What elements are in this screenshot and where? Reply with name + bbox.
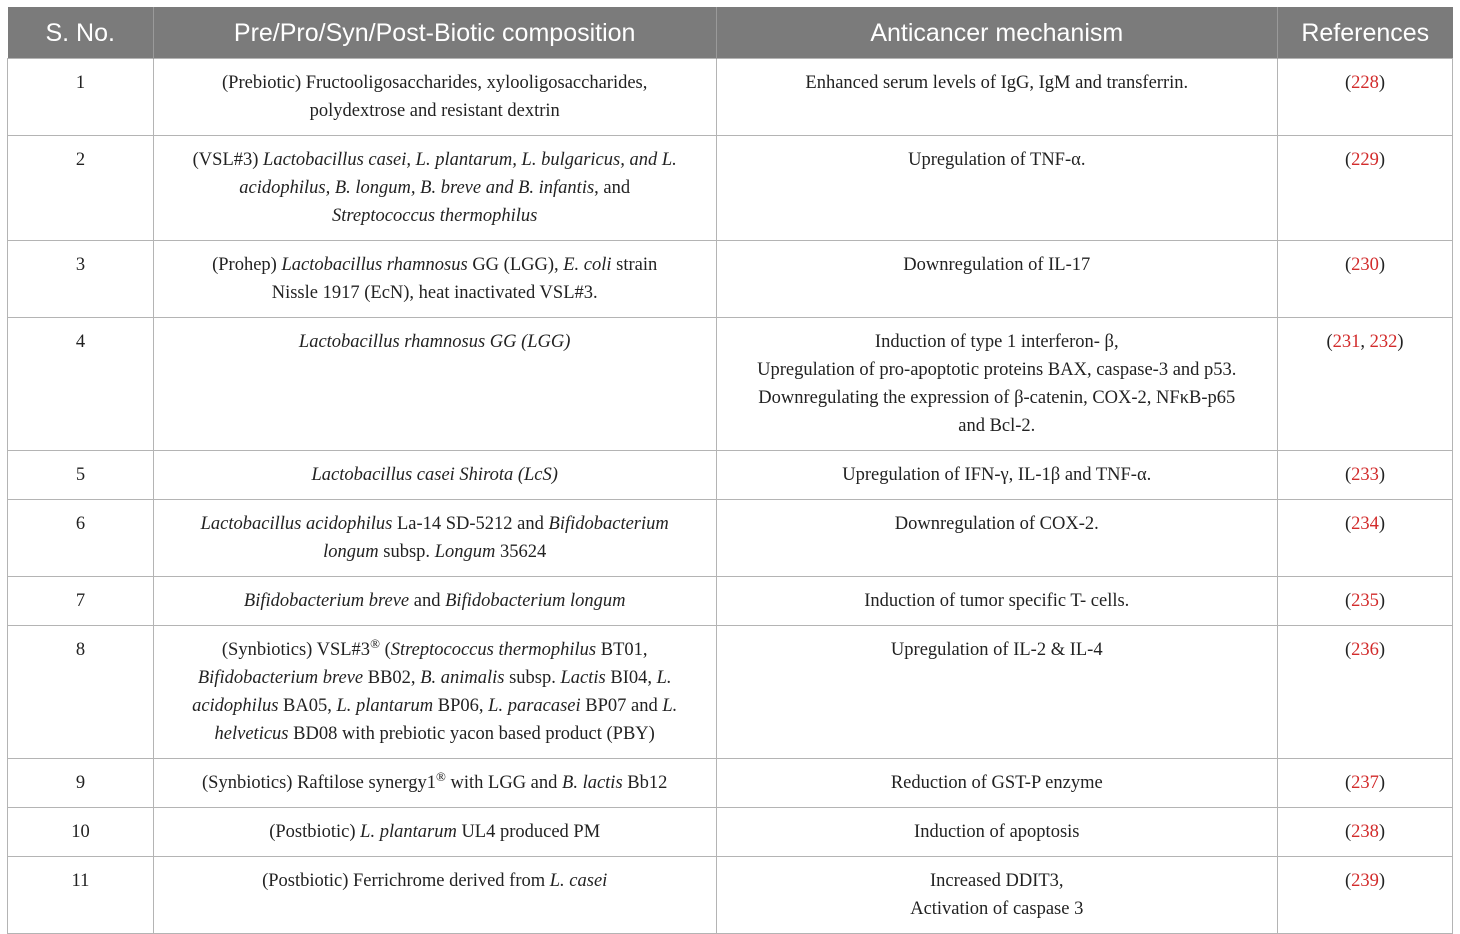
table-row <box>8 451 1453 500</box>
reference-link[interactable]: 228 <box>1351 73 1379 93</box>
reference-link[interactable]: 233 <box>1351 465 1379 485</box>
cell-mechanism: Downregulation of IL-17 <box>716 241 1278 318</box>
cell-mechanism: Upregulation of TNF-α. <box>716 136 1278 241</box>
cell-composition: (VSL#3) Lactobacillus casei, L. plantarum, L. bulgaricus, and L. acidophilus, B. longum, B. breve and B. infantis, and Streptococcus thermophilus <box>153 136 716 241</box>
table-row <box>8 59 1453 136</box>
header-row <box>8 7 1453 59</box>
cell-references: (230) <box>1278 241 1453 318</box>
cell-mechanism: Reduction of GST-P enzyme <box>716 759 1278 808</box>
cell-sno: 11 <box>8 857 154 934</box>
reference-link[interactable]: 239 <box>1351 871 1379 891</box>
cell-composition: Lactobacillus acidophilus La-14 SD-5212 and Bifidobacterium longum subsp. Longum 35624 <box>153 500 716 577</box>
cell-mechanism: Induction of apoptosis <box>716 808 1278 857</box>
reference-link[interactable]: 232 <box>1369 332 1398 352</box>
cell-references: (231, 232) <box>1278 318 1453 451</box>
cell-composition: Lactobacillus rhamnosus GG (LGG) <box>153 318 716 451</box>
cell-composition: (Prohep) Lactobacillus rhamnosus GG (LGG), E. coli strain Nissle 1917 (EcN), heat inactivated VSL#3. <box>153 241 716 318</box>
cell-sno: 7 <box>8 577 154 626</box>
biotics-table <box>7 7 1453 934</box>
header-composition: Pre/Pro/Syn/Post-Biotic composition <box>153 7 716 59</box>
table-row <box>8 318 1453 451</box>
cell-references: (236) <box>1278 626 1453 759</box>
table-row <box>8 500 1453 577</box>
cell-mechanism: Induction of type 1 interferon- β, Upregulation of pro-apoptotic proteins BAX, caspase-3 and p53. Downregulating the expression of β-catenin, COX-2, NFκB-p65 and Bcl-2. <box>716 318 1278 451</box>
cell-sno: 1 <box>8 59 154 136</box>
cell-references: (228) <box>1278 59 1453 136</box>
header-mechanism: Anticancer mechanism <box>716 7 1278 59</box>
cell-sno: 4 <box>8 318 154 451</box>
cell-mechanism: Upregulation of IL-2 & IL-4 <box>716 626 1278 759</box>
cell-references: (237) <box>1278 759 1453 808</box>
cell-composition: (Prebiotic) Fructooligosaccharides, xylooligosaccharides, polydextrose and resistant dextrin <box>153 59 716 136</box>
cell-composition: (Synbiotics) VSL#3® (Streptococcus thermophilus BT01, Bifidobacterium breve BB02, B. animalis subsp. Lactis BI04, L. acidophilus BA05, L. plantarum BP06, L. paracasei BP07 and L. helveticus BD08 with prebiotic yacon based product (PBY) <box>153 626 716 759</box>
cell-mechanism: Enhanced serum levels of IgG, IgM and transferrin. <box>716 59 1278 136</box>
table-row <box>8 136 1453 241</box>
cell-references: (233) <box>1278 451 1453 500</box>
cell-sno: 2 <box>8 136 154 241</box>
table-row <box>8 241 1453 318</box>
header-references: References <box>1278 7 1453 59</box>
cell-sno: 9 <box>8 759 154 808</box>
reference-link[interactable]: 231 <box>1332 332 1361 352</box>
table-row <box>8 857 1453 934</box>
reference-link[interactable]: 230 <box>1351 255 1379 275</box>
cell-sno: 5 <box>8 451 154 500</box>
cell-mechanism: Upregulation of IFN-γ, IL-1β and TNF-α. <box>716 451 1278 500</box>
cell-mechanism: Increased DDIT3, Activation of caspase 3 <box>716 857 1278 934</box>
cell-sno: 3 <box>8 241 154 318</box>
reference-link[interactable]: 238 <box>1351 822 1379 842</box>
cell-references: (235) <box>1278 577 1453 626</box>
cell-composition: (Postbiotic) Ferrichrome derived from L. casei <box>153 857 716 934</box>
cell-references: (229) <box>1278 136 1453 241</box>
cell-sno: 6 <box>8 500 154 577</box>
cell-sno: 8 <box>8 626 154 759</box>
cell-composition: (Synbiotics) Raftilose synergy1® with LGG and B. lactis Bb12 <box>153 759 716 808</box>
table-row <box>8 577 1453 626</box>
reference-link[interactable]: 235 <box>1351 591 1379 611</box>
cell-mechanism: Induction of tumor specific T- cells. <box>716 577 1278 626</box>
cell-composition: Lactobacillus casei Shirota (LcS) <box>153 451 716 500</box>
cell-composition: (Postbiotic) L. plantarum UL4 produced PM <box>153 808 716 857</box>
cell-references: (239) <box>1278 857 1453 934</box>
reference-link[interactable]: 236 <box>1351 640 1379 660</box>
reference-link[interactable]: 234 <box>1351 514 1379 534</box>
cell-composition: Bifidobacterium breve and Bifidobacterium longum <box>153 577 716 626</box>
table-row <box>8 759 1453 808</box>
reference-link[interactable]: 237 <box>1351 773 1379 793</box>
cell-references: (234) <box>1278 500 1453 577</box>
reference-link[interactable]: 229 <box>1351 150 1379 170</box>
table-row <box>8 808 1453 857</box>
cell-sno: 10 <box>8 808 154 857</box>
header-sno: S. No. <box>8 7 154 59</box>
cell-mechanism: Downregulation of COX-2. <box>716 500 1278 577</box>
cell-references: (238) <box>1278 808 1453 857</box>
table-row <box>8 626 1453 759</box>
